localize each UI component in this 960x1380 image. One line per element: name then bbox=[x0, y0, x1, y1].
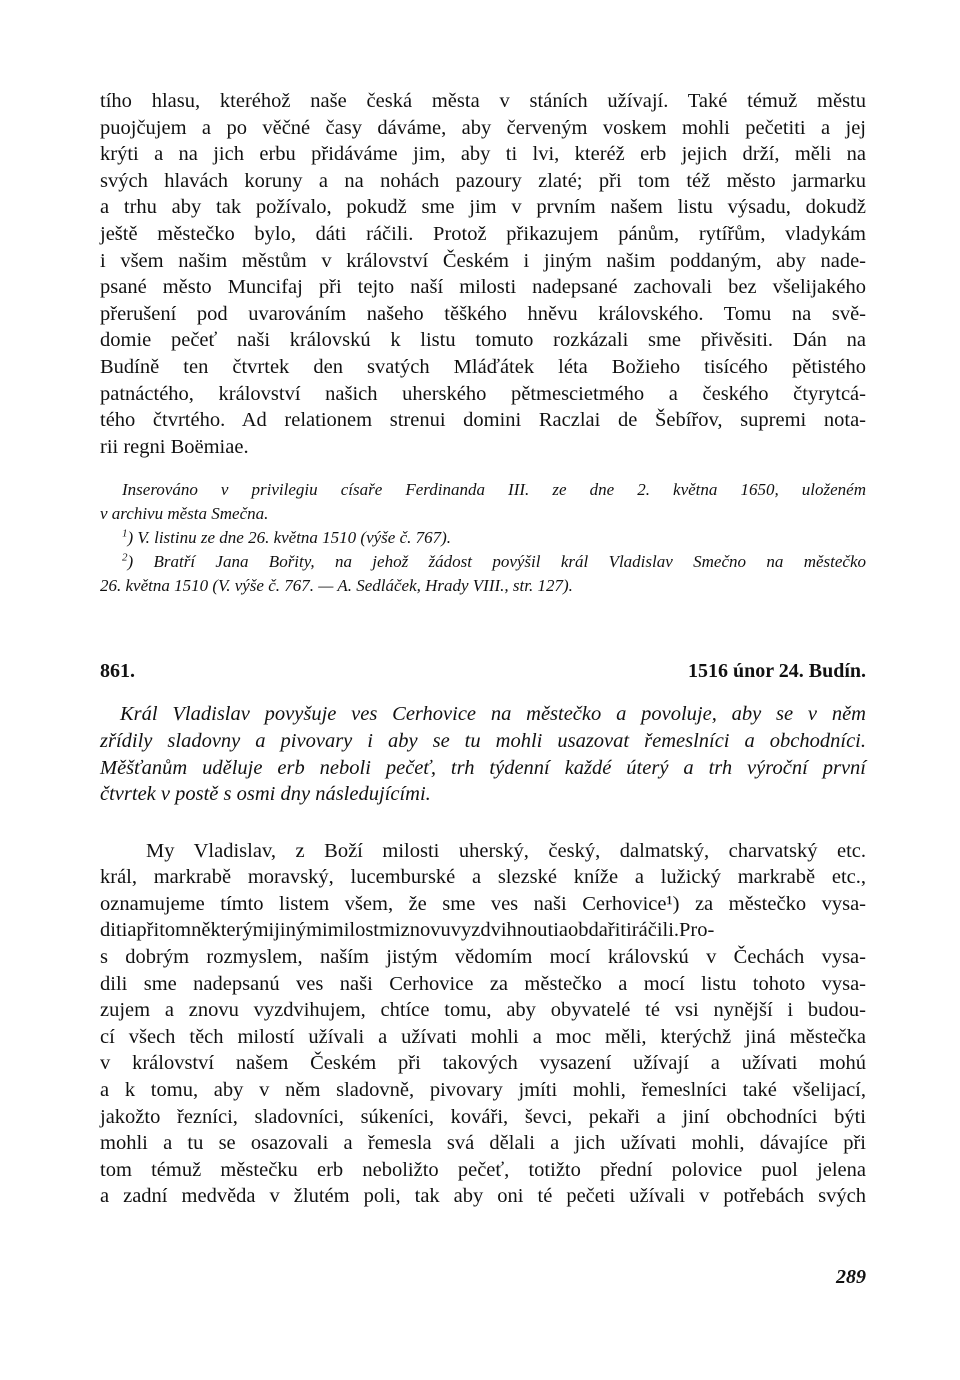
text-line: ditiapřitomněkterýmijinýmimilostmiznovuvyzdvihnoutiaobdařitiráčili.Pro- bbox=[100, 919, 715, 942]
footnotes bbox=[100, 478, 866, 598]
regest-line: zřídily sladovny a pivovary i aby se tu mohli usazovat řemeslníci a obchodníci. bbox=[100, 729, 866, 752]
page-content bbox=[100, 88, 866, 1210]
footnote-mark: 2 bbox=[122, 551, 128, 564]
footnote-text: ) V. listinu ze dne 26. května 1510 (výše č. 767). bbox=[127, 528, 452, 548]
footnote-2 bbox=[100, 550, 866, 574]
document-number: 861. bbox=[100, 660, 135, 683]
text-line: zujem a znovu vyzdvihujem, chtíce tomu, aby obyvatelé té vsi nynější i budou- bbox=[100, 999, 866, 1022]
text-line: rii regni Boëmiae. bbox=[100, 435, 249, 458]
text-line: krýti a na jich erbu přidáváme jim, aby ti lvi, kteréž erb jejich drží, měli na bbox=[100, 143, 866, 166]
footnote-1 bbox=[100, 526, 866, 550]
text-line: tího hlasu, kteréhož naše česká města v stáních užívají. Také témuž městu bbox=[100, 90, 866, 112]
text-line: v království našem Českém při takových vysazení užívají a užívati mohú bbox=[100, 1052, 866, 1075]
text-line: domie pečeť naši královskú k listu tomuto rozkázali sme přivěsiti. Dán na bbox=[100, 329, 866, 352]
text-line: svých hlavách koruny a na nohách pazoury zlaté; při tom též město jarmarku bbox=[100, 169, 866, 192]
text-line: mohli a tu se osazovali a řemesla svá dělali a jich užívati mohli, dávajíce při bbox=[100, 1132, 866, 1155]
text-line: psané město Muncifaj při tejto naší milosti nadepsané zachovali bez všelijakého bbox=[100, 276, 866, 299]
text-line: puojčujem a po věčné časy dáváme, aby červeným voskem mohli pečetiti a jej bbox=[100, 116, 866, 139]
charter-text bbox=[100, 838, 866, 1210]
text-line: přerušení pod uvarováním našeho těškého hněvu královského. Tomu na svě- bbox=[100, 302, 866, 325]
text-line: a zadní medvěda v žlutém poli, tak aby oni té pečeti užívali v potřebách svých bbox=[100, 1185, 866, 1208]
text-line: ještě městečko bylo, dáti ráčili. Protož přikazujem pánům, rytířům, vladykám bbox=[100, 222, 866, 245]
text-line: tého čtvrtého. Ad relationem strenui domini Raczlai de Šebířov, supremi nota- bbox=[100, 409, 866, 432]
text-line: a trhu aby tak požívalo, pokudž sme jim v prvním našem listu výsadu, dokudž bbox=[100, 196, 866, 219]
text-line: král, markrabě moravský, lucemburské a slezské kníže a lužický markrabě etc., bbox=[100, 866, 866, 889]
text-line: i všem našim městům v království Českém i jiným našim poddaným, aby nade- bbox=[100, 249, 866, 272]
text-line: Budíně ten čtvrtek den svatých Mláďátek léta Božieho tisícého pětistého bbox=[100, 355, 866, 378]
text-line: oznamujeme tímto listem všem, že sme ves naši Cerhovice¹) za městečko vysa- bbox=[100, 892, 866, 915]
continued-text bbox=[100, 88, 866, 460]
regest bbox=[100, 701, 866, 807]
text-line: jakožto řezníci, sladovníci, súkeníci, kováři, ševci, pekaři a jiní obchodníci býti bbox=[100, 1105, 866, 1128]
text-line: dili sme nadepsanú ves naši Cerhovice za městečko a mocí listu tohoto vysa- bbox=[100, 972, 866, 995]
document-date-place: 1516 únor 24. Budín. bbox=[687, 660, 866, 683]
document-header bbox=[100, 660, 866, 683]
text-line: tom témuž městečku erb neboližto pečeť, totižto přední polovice puol jelena bbox=[100, 1158, 866, 1181]
regest-line: Měšťanům uděluje erb neboli pečeť, trh týdenní každé úterý a trh výroční první bbox=[100, 756, 866, 779]
text-line: s dobrým rozmyslem, naším jistým vědomím mocí královskú v Čechách vysa- bbox=[100, 946, 866, 969]
page-number: 289 bbox=[836, 1266, 866, 1288]
footnote-text: ) Bratří Jana Bořity, na jehož žádost povýšil král Vladislav Smečno na městečko bbox=[127, 552, 866, 572]
regest-line: čtvrtek v postě s osmi dny následujícími. bbox=[100, 783, 431, 806]
footnote-2-continued: 26. května 1510 (V. výše č. 767. — A. Sedláček, Hrady VIII., str. 127). bbox=[100, 576, 573, 596]
text-line: patnáctého, království našich uherského pětmescietmého a českého čtyrytcá- bbox=[100, 382, 866, 405]
insert-note-line: v archivu města Smečna. bbox=[100, 504, 269, 524]
regest-line: Král Vladislav povyšuje ves Cerhovice na městečko a povoluje, aby se v něm bbox=[120, 703, 866, 726]
text-line: My Vladislav, z Boží milosti uherský, český, dalmatský, charvatský etc. bbox=[146, 839, 866, 862]
footnote-mark: 1 bbox=[122, 527, 128, 540]
insert-note-line: Inserováno v privilegiu císaře Ferdinanda III. ze dne 2. května 1650, uloženém bbox=[122, 480, 866, 500]
text-line: cí všech těch milostí užívali a užívati mohli a moc měli, kterýchž jiná městečka bbox=[100, 1025, 866, 1048]
text-line: a k tomu, aby v něm sladovně, pivovary jmíti mohli, řemeslníci také všelijací, bbox=[100, 1079, 866, 1102]
